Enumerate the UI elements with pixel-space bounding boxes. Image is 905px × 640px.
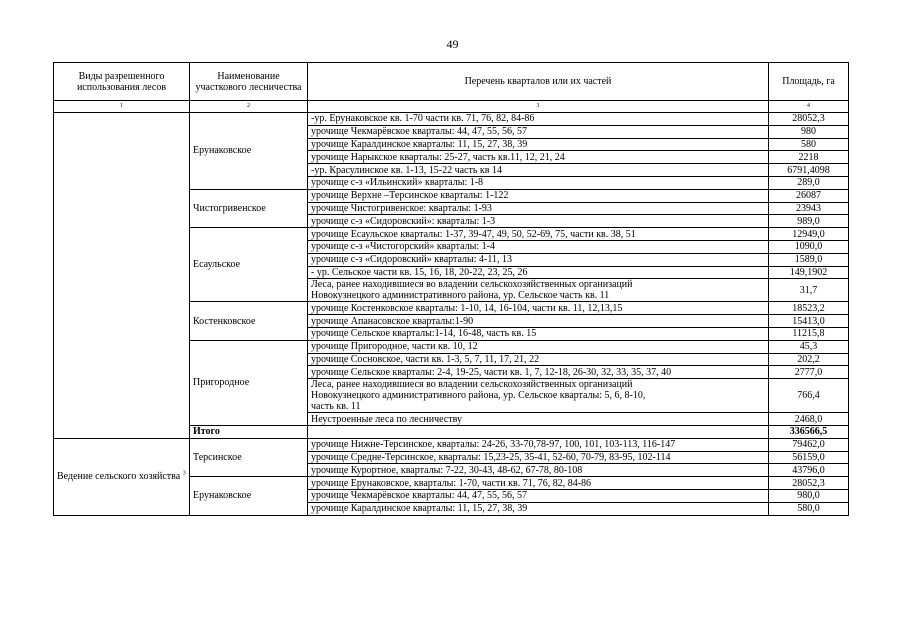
use-type-cell (54, 113, 190, 439)
total-label: Итого (190, 425, 308, 438)
area-cell: 28052,3 (769, 477, 849, 490)
forestry-name-cell: Ерунаковское (190, 113, 308, 190)
forest-use-table (53, 62, 849, 516)
forestry-name-cell: Костенковское (190, 302, 308, 340)
quarters-cell: урочище с-з «Ильинский» кварталы: 1-8 (308, 176, 769, 189)
quarters-cell: -ур. Красулинское кв. 1-13, 15-22 часть кв 14 (308, 164, 769, 177)
quarters-cell: урочище Средне-Терсинское, кварталы: 15,23-25, 35-41, 52-60, 70-79, 83-95, 102-114 (308, 451, 769, 464)
area-cell: 1090,0 (769, 240, 849, 253)
quarters-cell: урочище Чистогривенское: кварталы: 1-93 (308, 202, 769, 215)
quarters-cell: урочище Нарыкское кварталы: 25-27, часть кв.11, 12, 21, 24 (308, 151, 769, 164)
quarters-cell: урочище Каралдинское кварталы: 11, 15, 27, 38, 39 (308, 138, 769, 151)
use-type-cell: Ведение сельского хозяйства $^3$ (54, 438, 190, 515)
column-number: 2 (190, 101, 308, 113)
quarters-cell: урочище Верхне –Терсинское кварталы: 1-122 (308, 189, 769, 202)
column-number: 1 (54, 101, 190, 113)
area-cell: 149,1902 (769, 266, 849, 279)
area-cell: 2777,0 (769, 366, 849, 379)
area-cell: 26087 (769, 189, 849, 202)
header-quarters: Перечень кварталов или их частей (308, 63, 769, 101)
column-number: 4 (769, 101, 849, 113)
quarters-cell: урочище Каралдинское кварталы: 11, 15, 27, 38, 39 (308, 502, 769, 515)
quarters-cell: урочище с-з «Сидоровский»: кварталы: 1-3 (308, 215, 769, 228)
quarters-cell: урочище Сельское кварталы:1-14, 16-48, часть кв. 15 (308, 327, 769, 340)
column-number: 3 (308, 101, 769, 113)
table-body (54, 113, 849, 516)
area-cell: 580,0 (769, 502, 849, 515)
area-cell: 43796,0 (769, 464, 849, 477)
area-cell: 28052,3 (769, 113, 849, 126)
quarters-cell: Леса, ранее находившиеся во владении сельскохозяйственных организаций Новокузнецкого административного района, ур. Сельское часть кв. 11 (308, 279, 769, 302)
quarters-cell: Леса, ранее находившиеся во владении сельскохозяйственных организаций Новокузнецкого административного района, ур. Сельское кварталы: 5, 6, 8-10, часть кв. 11 (308, 379, 769, 413)
area-cell: 15413,0 (769, 315, 849, 328)
header-forestry: Наименование участкового лесничества (190, 63, 308, 101)
table-row (54, 438, 849, 451)
forestry-name-cell: Чистогривенское (190, 189, 308, 227)
quarters-cell: урочище Нижне-Терсинское, кварталы: 24-26, 33-70,78-97, 100, 101, 103-113, 116-147 (308, 438, 769, 451)
area-cell: 2218 (769, 151, 849, 164)
area-cell: 6791,4098 (769, 164, 849, 177)
area-cell: 989,0 (769, 215, 849, 228)
area-cell: 766,4 (769, 379, 849, 413)
forestry-name-cell: Есаульское (190, 228, 308, 302)
area-cell: 12949,0 (769, 228, 849, 241)
total-area: 336566,5 (769, 425, 849, 438)
area-cell: 31,7 (769, 279, 849, 302)
quarters-cell: урочище Есаульское кварталы: 1-37, 39-47, 49, 50, 52-69, 75, части кв. 38, 51 (308, 228, 769, 241)
quarters-cell: Неустроенные леса по лесничеству (308, 413, 769, 426)
forestry-name-cell: Пригородное (190, 340, 308, 425)
area-cell: 45,3 (769, 340, 849, 353)
quarters-cell: урочище Сосновское, части кв. 1-3, 5, 7, 11, 17, 21, 22 (308, 353, 769, 366)
page-number: 49 (446, 37, 459, 51)
quarters-cell: урочище Костенковское кварталы: 1-10, 14, 16-104, части кв. 11, 12,13,15 (308, 302, 769, 315)
area-cell: 202,2 (769, 353, 849, 366)
forestry-name-cell: Ерунаковское (190, 477, 308, 515)
quarters-cell: урочище Чекмарёвское кварталы: 44, 47, 55, 56, 57 (308, 125, 769, 138)
quarters-cell: урочище Чекмарёвское кварталы: 44, 47, 55, 56, 57 (308, 489, 769, 502)
quarters-cell: -ур. Ерунаковское кв. 1-70 части кв. 71, 76, 82, 84-86 (308, 113, 769, 126)
quarters-cell: - ур. Сельское части кв. 15, 16, 18, 20-22, 23, 25, 26 (308, 266, 769, 279)
quarters-cell: урочище Апанасовское кварталы:1-90 (308, 315, 769, 328)
quarters-cell: урочище с-з «Сидоровский» кварталы: 4-11, 13 (308, 253, 769, 266)
table-row (54, 113, 849, 126)
area-cell: 79462,0 (769, 438, 849, 451)
area-cell: 56159,0 (769, 451, 849, 464)
quarters-cell: урочище Ерунаковское, кварталы: 1-70, части кв. 71, 76, 82, 84-86 (308, 477, 769, 490)
quarters-cell: урочище Курортное, кварталы: 7-22, 30-43, 48-62, 67-78, 80-108 (308, 464, 769, 477)
quarters-cell: урочище Сельское кварталы: 2-4, 19-25, части кв. 1, 7, 12-18, 26-30, 32, 33, 35, 37, 40 (308, 366, 769, 379)
area-cell: 2468,0 (769, 413, 849, 426)
quarters-cell: урочище Пригородное, части кв. 10, 12 (308, 340, 769, 353)
area-cell: 1589,0 (769, 253, 849, 266)
header-area: Площадь, га (769, 63, 849, 101)
header-use-type: Виды разрешенного использования лесов (54, 63, 190, 101)
footnote-marker: 3 (182, 470, 186, 477)
forestry-name-cell: Терсинское (190, 438, 308, 476)
area-cell: 980 (769, 125, 849, 138)
quarters-cell: урочище с-з «Чистогорский» кварталы: 1-4 (308, 240, 769, 253)
area-cell: 289,0 (769, 176, 849, 189)
area-cell: 18523,2 (769, 302, 849, 315)
area-cell: 980,0 (769, 489, 849, 502)
area-cell: 580 (769, 138, 849, 151)
area-cell: 23943 (769, 202, 849, 215)
total-empty-cell (308, 425, 769, 438)
area-cell: 11215,8 (769, 327, 849, 340)
